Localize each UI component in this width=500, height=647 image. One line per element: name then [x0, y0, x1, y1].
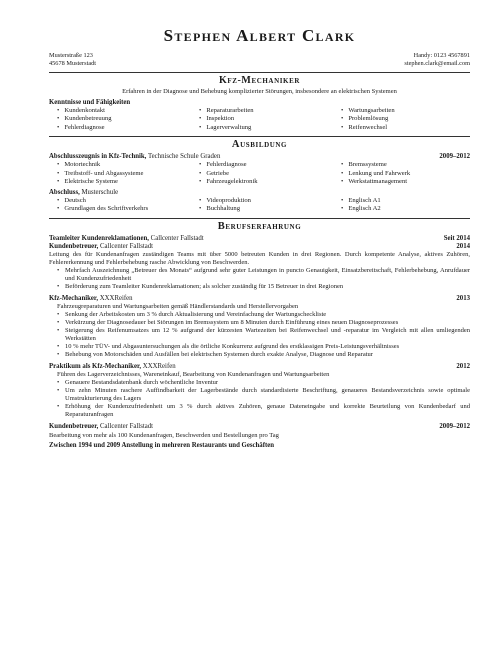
course-item: • Lenkung und Fahrwerk — [341, 170, 441, 178]
job-header — [49, 235, 470, 243]
list-item: • Verkürzung der Diagnosedauer bei Störungen im Bremssystem um 8 Minuten durch Einführung eines neuen Diagnoseprozesses — [57, 319, 470, 327]
course-item: • Grundlagen des Schriftverkehrs — [57, 205, 193, 213]
job-dates: 2009–2012 — [439, 423, 470, 431]
address — [49, 52, 96, 68]
job-company: Callcenter Fallstadt — [150, 234, 204, 242]
school: Musterschule — [81, 188, 119, 196]
job-dates: 2013 — [456, 295, 470, 303]
course-item: • Fehlerdiagnose — [199, 161, 335, 169]
divider — [49, 72, 470, 73]
course-item: • Deutsch — [57, 197, 193, 205]
skill-item: • Lagerverwaltung — [199, 124, 335, 132]
course-item: • Treibstoff- und Abgassysteme — [57, 170, 193, 178]
job-role: Kfz-Mechaniker, — [49, 295, 99, 303]
contact-details — [404, 52, 470, 68]
job-company: XXXReifen — [99, 295, 133, 303]
course-item: • Englisch A2 — [341, 205, 441, 213]
job-achievements — [49, 379, 470, 419]
job-company: Callcenter Fallstadt — [100, 423, 154, 431]
job-role: Kundenbetreuer, — [49, 423, 99, 431]
job-company: Callcenter Fallstadt — [100, 242, 154, 250]
divider — [49, 136, 470, 137]
education-entry-header — [49, 189, 470, 197]
job-achievements — [49, 311, 470, 359]
job-role: Teamleiter Kundenreklamationen, — [49, 234, 149, 242]
other-experience — [49, 442, 470, 450]
job-role: Kundenbetreuer, — [49, 242, 99, 250]
job-description: Führen des Lagerverzeichnisses, Wareneinkauf, Bearbeitung von Kundenanfragen und Wartungsarbeiten — [57, 371, 330, 379]
skill-item: • Reparaturarbeiten — [199, 107, 335, 115]
skill-item: • Fehlerdiagnose — [57, 124, 193, 132]
education-dates: 2009–2012 — [439, 153, 470, 161]
address-city: 45678 Musterstadt — [49, 60, 97, 67]
job-dates: Seit 2014 — [443, 234, 470, 242]
course-item: • Werkstattmanagement — [341, 178, 441, 186]
profile-summary: Erfahren in der Diagnose und Behebung komplizierter Störungen, insbesondere an elektrischen Systemen — [122, 88, 397, 95]
job-role: Praktikum als Kfz-Mechaniker, — [49, 363, 142, 371]
list-item: • Erhöhung der Kundenzufriedenheit um 3 % durch aktives Zuhören, genaue Dateneingabe und korrekte Beurteilung von Kundenbedarf und Reparaturanfragen — [57, 403, 470, 419]
list-item: • Um zehn Minuten raschere Auffindbarkeit der Lagerbestände durch standardisierte Beschriftung, genaueres Bestandsverzeichnis sowie optimale Umstrukturierung des Lagers — [57, 387, 470, 403]
list-item: • Beförderung zum Teamleiter Kundenreklamationen; als solcher zuständig für 15 Betreuer in drei Regionen — [57, 283, 470, 291]
skill-item: • Kundenbetreuung — [57, 115, 193, 123]
list-item: • Genauere Bestandsdatenbank durch wöchentliche Inventur — [57, 379, 470, 387]
job-description: Fahrzeugreparaturen und Wartungsarbeiten gemäß Händlerstandards und Herstellervorgaben — [57, 303, 299, 311]
course-item: • Elektrische Systeme — [57, 178, 193, 186]
skill-item: • Wartungsarbeiten — [341, 107, 441, 115]
divider — [49, 218, 470, 219]
list-item: • Senkung der Arbeitskosten um 3 % durch Aktualisierung und Vereinfachung der Wartungscheckliste — [57, 311, 470, 319]
education-title: Ausbildung — [231, 139, 288, 151]
contact-block — [49, 52, 470, 68]
job-header — [49, 363, 470, 371]
degree: Abschluss, — [49, 188, 80, 196]
school: Technische Schule Graden — [147, 153, 221, 161]
job-dates: 2012 — [456, 363, 470, 371]
course-item: • Fahrzeugelektronik — [199, 178, 335, 186]
skills-list — [57, 107, 470, 132]
course-item: • Videoproduktion — [199, 197, 335, 205]
course-list — [57, 161, 470, 186]
job-dates: 2014 — [456, 242, 470, 250]
list-item: • Mehrfach Auszeichnung „Betreuer des Monats“ aufgrund sehr guter Leistungen in puncto Genauigkeit, Einsatzbereitschaft, Fehlerbehebung, Anrufdauer und Kundenzufriedenheit — [57, 267, 470, 283]
address-street: Musterstraße 123 — [49, 52, 93, 59]
skill-item: • Inspektion — [199, 115, 335, 123]
skill-item: • Reifenwechsel — [341, 124, 441, 132]
course-item: • Englisch A1 — [341, 197, 441, 205]
skill-item: • Kundenkontakt — [57, 107, 193, 115]
list-item: • Behebung von Motorschäden und Ausfällen bei elektrischen Systemen durch exakte Analyse, Diagnose und Reparatur — [57, 351, 470, 359]
education-entry-header — [49, 153, 470, 161]
email: stephen.clark@email.com — [404, 60, 470, 67]
skill-item: • Problemlösung — [341, 115, 441, 123]
job-achievements — [49, 267, 470, 291]
job-description: Bearbeitung von mehr als 100 Kundenanfragen, Beschwerden und Bestellungen pro Tag — [49, 431, 279, 439]
job-company: XXXReifen — [142, 363, 176, 371]
skills-heading: Kenntnisse und Fähigkeiten — [49, 99, 131, 106]
job-header — [49, 423, 470, 431]
profile-title: Kfz-Mechaniker — [218, 75, 301, 86]
job-description: Leitung des für Kundenanfragen zuständigen Teams mit über 5000 betreuten Kunden in drei Regionen. Durch kompetente Analyse, aktives Zuhören, Fehlererkennung und Fehlerbehebung rasche Abwicklung von Beschwerden. — [49, 251, 470, 267]
phone: Handy: 0123 4567891 — [413, 52, 470, 59]
course-item: • Motortechnik — [57, 161, 193, 169]
job-header — [49, 243, 470, 251]
degree: Abschlusszeugnis in Kfz-Technik, — [49, 153, 147, 161]
list-item: • Steigerung des Reifenumsatzes um 12 % aufgrand der kürzesten Wartezeiten bei Reifenwechsel und -reparatur im Vergleich mit allen umliegenden Werkstätten — [57, 327, 470, 343]
course-list — [57, 197, 470, 214]
other-experience-text: Zwischen 1994 und 2009 Anstellung in mehreren Restaurants und Geschäften — [49, 441, 275, 449]
experience-title: Berufserfahrung — [217, 220, 302, 232]
list-item: • 10 % mehr TÜV- und Abgasuntersuchungen als die örtliche Konkurrenz aufgrund des erstklassigen Preis-Leistungsverhältnisses — [57, 343, 470, 351]
course-item: • Getriebe — [199, 170, 335, 178]
course-item: • Bremssysteme — [341, 161, 441, 169]
course-item: • Buchhaltung — [199, 205, 335, 213]
applicant-name: Stephen Albert Clark — [163, 26, 356, 45]
job-header — [49, 295, 470, 303]
